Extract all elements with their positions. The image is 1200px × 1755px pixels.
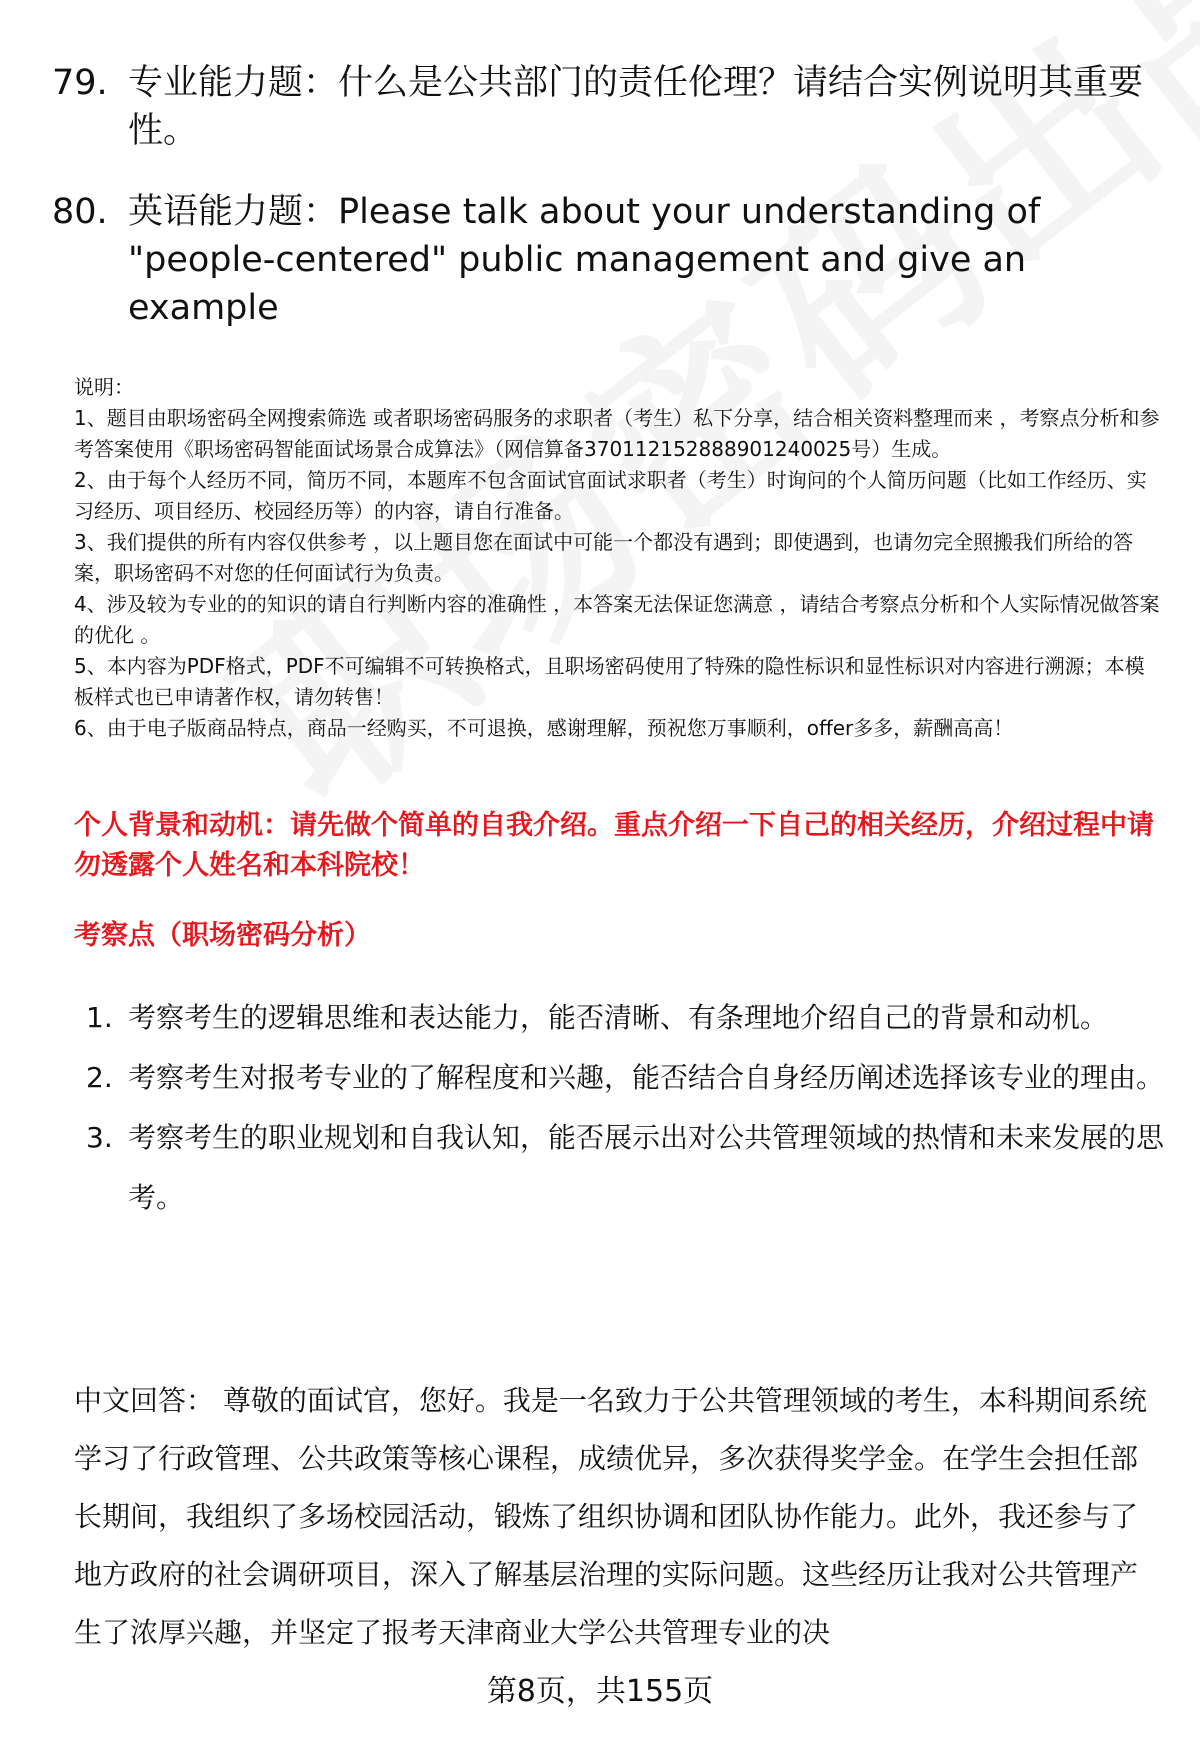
note-item: 3、我们提供的所有内容仅供参考 ，以上题目您在面试中可能一个都没有遇到；即使遇到，也请勿完全照搬我们所给的答案，职场密码不对您的任何面试行为负责。 bbox=[74, 530, 1134, 585]
question-text: 英语能力题：Please talk about your understanding of "people-centered" public management and give an example bbox=[128, 192, 1041, 328]
notes-title: 说明： bbox=[74, 375, 134, 399]
notes-section bbox=[74, 372, 1164, 744]
list-item-text: 考察考生对报考专业的了解程度和兴趣，能否结合自身经历阐述选择该专业的理由。 bbox=[128, 1061, 1165, 1094]
note-item: 4、涉及较为专业的的知识的请自行判断内容的准确性 ，本答案无法保证您满意 ，请结合考察点分析和个人实际情况做答案的优化 。 bbox=[74, 592, 1160, 647]
assessment-points-list bbox=[86, 988, 1166, 1228]
note-item: 1、题目由职场密码全网搜索筛选 或者职场密码服务的求职者（考生）私下分享，结合相关资料整理而来 ，考察点分析和参考答案使用《职场密码智能面试场景合成算法》（网信算备370112152888901240025号）生成。 bbox=[74, 406, 1160, 461]
answer-label: 中文回答： bbox=[74, 1384, 215, 1417]
chinese-answer bbox=[74, 1372, 1164, 1662]
list-item-text: 考察考生的职业规划和自我认知，能否展示出对公共管理领域的热情和未来发展的思考。 bbox=[128, 1121, 1165, 1214]
list-item-number: 2. bbox=[86, 1061, 113, 1094]
note-item: 5、本内容为PDF格式，PDF不可编辑不可转换格式，且职场密码使用了特殊的隐性标识和显性标识对内容进行溯源；本模板样式也已申请著作权，请勿转售！ bbox=[74, 654, 1145, 709]
list-item bbox=[86, 1048, 1166, 1108]
question-number: 80. bbox=[52, 192, 108, 232]
list-item-number: 3. bbox=[86, 1121, 113, 1154]
assessment-points-heading: 考察点（职场密码分析） bbox=[74, 920, 371, 951]
note-item: 6、由于电子版商品特点，商品一经购买，不可退换，感谢理解，预祝您万事顺利，offer多多，薪酬高高！ bbox=[74, 716, 1014, 740]
list-item bbox=[86, 1108, 1166, 1228]
list-item bbox=[86, 988, 1166, 1048]
question-number: 79. bbox=[52, 63, 108, 103]
question-80 bbox=[52, 188, 1162, 332]
answer-text: 尊敬的面试官，您好。我是一名致力于公共管理领域的考生，本科期间系统学习了行政管理、公共政策等核心课程，成绩优异，多次获得奖学金。在学生会担任部长期间，我组织了多场校园活动，锻炼了组织协调和团队协作能力。此外，我还参与了地方政府的社会调研项目，深入了解基层治理的实际问题。这些经历让我对公共管理产生了浓厚兴趣，并坚定了报考天津商业大学公共管理专业的决 bbox=[74, 1384, 1147, 1649]
question-79 bbox=[52, 59, 1162, 155]
page-footer: 第8页，共155页 bbox=[0, 1672, 1200, 1712]
list-item-text: 考察考生的逻辑思维和表达能力，能否清晰、有条理地介绍自己的背景和动机。 bbox=[128, 1001, 1109, 1034]
note-item: 2、由于每个人经历不同，简历不同，本题库不包含面试官面试求职者（考生）时询问的个人简历问题（比如工作经历、实习经历、项目经历、校园经历等）的内容，请自行准备。 bbox=[74, 468, 1147, 523]
motivation-heading: 个人背景和动机：请先做个简单的自我介绍。重点介绍一下自己的相关经历，介绍过程中请勿透露个人姓名和本科院校！ bbox=[74, 810, 1154, 881]
list-item-number: 1. bbox=[86, 1001, 113, 1034]
question-text: 专业能力题：什么是公共部门的责任伦理？请结合实例说明其重要性。 bbox=[128, 63, 1144, 151]
